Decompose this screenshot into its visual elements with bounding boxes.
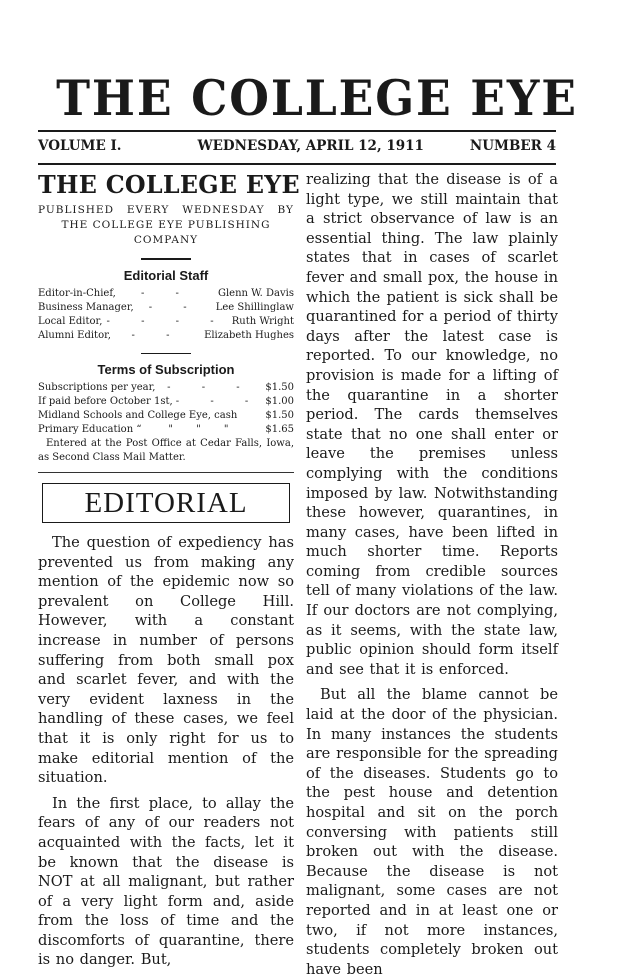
terms-price: $1.00 bbox=[265, 396, 294, 407]
staff-name: Elizabeth Hughes bbox=[204, 329, 294, 341]
postal-notice: Entered at the Post Office at Cedar Falls, Iowa, as Second Class Mail Matter. bbox=[38, 438, 294, 463]
publisher-statement bbox=[38, 203, 294, 248]
editorial-body-right bbox=[306, 170, 558, 979]
staff-row bbox=[38, 329, 294, 343]
masthead-bottom-rule bbox=[38, 163, 556, 165]
publisher-line: COMPANY bbox=[133, 234, 199, 246]
staff-row bbox=[38, 287, 294, 301]
pub-word: WEDNESDAY bbox=[182, 204, 265, 216]
terms-label: Subscriptions per year, bbox=[38, 382, 156, 393]
editorial-heading-box bbox=[42, 483, 290, 523]
staff-role: Alumni Editor, bbox=[38, 329, 111, 341]
newspaper-masthead-title: THE COLLEGE EYE bbox=[56, 69, 578, 127]
info-box-title: THE COLLEGE EYE bbox=[38, 170, 300, 199]
terms-row bbox=[38, 381, 294, 395]
left-column bbox=[38, 170, 300, 970]
leader: - - - - bbox=[106, 315, 228, 327]
staff-name: Lee Shillinglaw bbox=[215, 301, 294, 313]
staff-list bbox=[38, 287, 294, 343]
pub-word: EVERY bbox=[126, 204, 170, 216]
terms-price: $1.65 bbox=[265, 424, 294, 435]
staff-role: Editor-in-Chief, bbox=[38, 287, 116, 299]
staff-name: Ruth Wright bbox=[231, 315, 294, 327]
terms-row bbox=[38, 395, 294, 409]
editorial-body-left bbox=[38, 533, 294, 970]
leader: - - bbox=[148, 301, 201, 313]
leader: " " " bbox=[168, 424, 239, 435]
right-column bbox=[306, 170, 558, 979]
staff-name: Glenn W. Davis bbox=[217, 287, 294, 299]
terms-label: If paid before October 1st, bbox=[38, 396, 173, 407]
terms-row bbox=[38, 409, 294, 423]
divider bbox=[141, 258, 191, 260]
leader: - - - bbox=[175, 396, 263, 407]
leader: - - bbox=[140, 287, 193, 299]
divider bbox=[38, 472, 294, 473]
publisher-line: THE COLLEGE EYE PUBLISHING bbox=[61, 219, 271, 231]
terms-price: $1.50 bbox=[265, 410, 294, 421]
staff-role: Local Editor, bbox=[38, 315, 103, 327]
terms-heading: Terms of Subscription bbox=[97, 362, 235, 377]
staff-row bbox=[38, 315, 294, 329]
pub-word: BY bbox=[277, 204, 294, 216]
masthead-top-rule bbox=[38, 130, 556, 132]
dateline bbox=[38, 138, 556, 158]
paragraph: But all the blame cannot be laid at the door of the physician. In many instances the students are responsible for the spreading of the diseases. Students go to the pest house and detention hospital and sit on the porch conversing with patients still broken out with the disease. Because the disease is not malignant, some cases are not reported and in at least one or two, if not more instances, students completely broken out have been bbox=[306, 686, 558, 978]
terms-label: Primary Education “ bbox=[38, 424, 142, 435]
terms-row bbox=[38, 423, 294, 437]
staff-heading: Editorial Staff bbox=[123, 267, 209, 283]
staff-row bbox=[38, 301, 294, 315]
issue-number: NUMBER 4 bbox=[469, 138, 556, 154]
leader bbox=[237, 409, 265, 423]
paragraph: The question of expediency has prevented us from making any mention of the epidemic now so prevalent on College Hill. However, with a constant increase in number of persons suffering from both small pox and scarlet fever, and with the very evident laxness in the handling of these cases, we feel that it is only right for us to make editorial mention of the situation. bbox=[38, 534, 294, 787]
volume-label: VOLUME I. bbox=[38, 138, 122, 154]
editorial-heading: EDITORIAL bbox=[84, 486, 248, 519]
staff-role: Business Manager, bbox=[38, 301, 134, 313]
paragraph: In the first place, to allay the fears of any of our readers not acquainted with the facts, let it be known that the disease is NOT at all malignant, but rather of a very light form and, aside from the loss of time and the discomforts of quarantine, there is no danger. But, bbox=[38, 794, 294, 969]
paragraph: realizing that the disease is of a light type, we still maintain that a strict observance of law is an essential thing. The law plainly states that in cases of scarlet fever and small pox, the house in which the patient is sick shall be quarantined for a period of thirty days after the latest case is reported. To our knowledge, no provision is made for a lifting of the quarantine in a shorter period. The cards themselves state that no one shall enter or leave the premises unless complying with the conditions imposed by law. Notwithstanding these however, quarantines, in many cases, have been lifted in much shorter time. Reports coming from credible sources tell of many violations of the law. If our doctors are not complying, as it seems, with the state law, public opinion should form itself and see that it is enforced. bbox=[306, 171, 558, 678]
leader: - - - bbox=[167, 382, 254, 393]
terms-list bbox=[38, 381, 294, 437]
leader: - - bbox=[131, 329, 184, 341]
terms-price: $1.50 bbox=[265, 382, 294, 393]
terms-label: Midland Schools and College Eye, cash bbox=[38, 410, 238, 421]
issue-date: WEDNESDAY, APRIL 12, 1911 bbox=[197, 138, 424, 154]
divider bbox=[141, 353, 191, 355]
pub-word: PUBLISHED bbox=[38, 204, 114, 216]
